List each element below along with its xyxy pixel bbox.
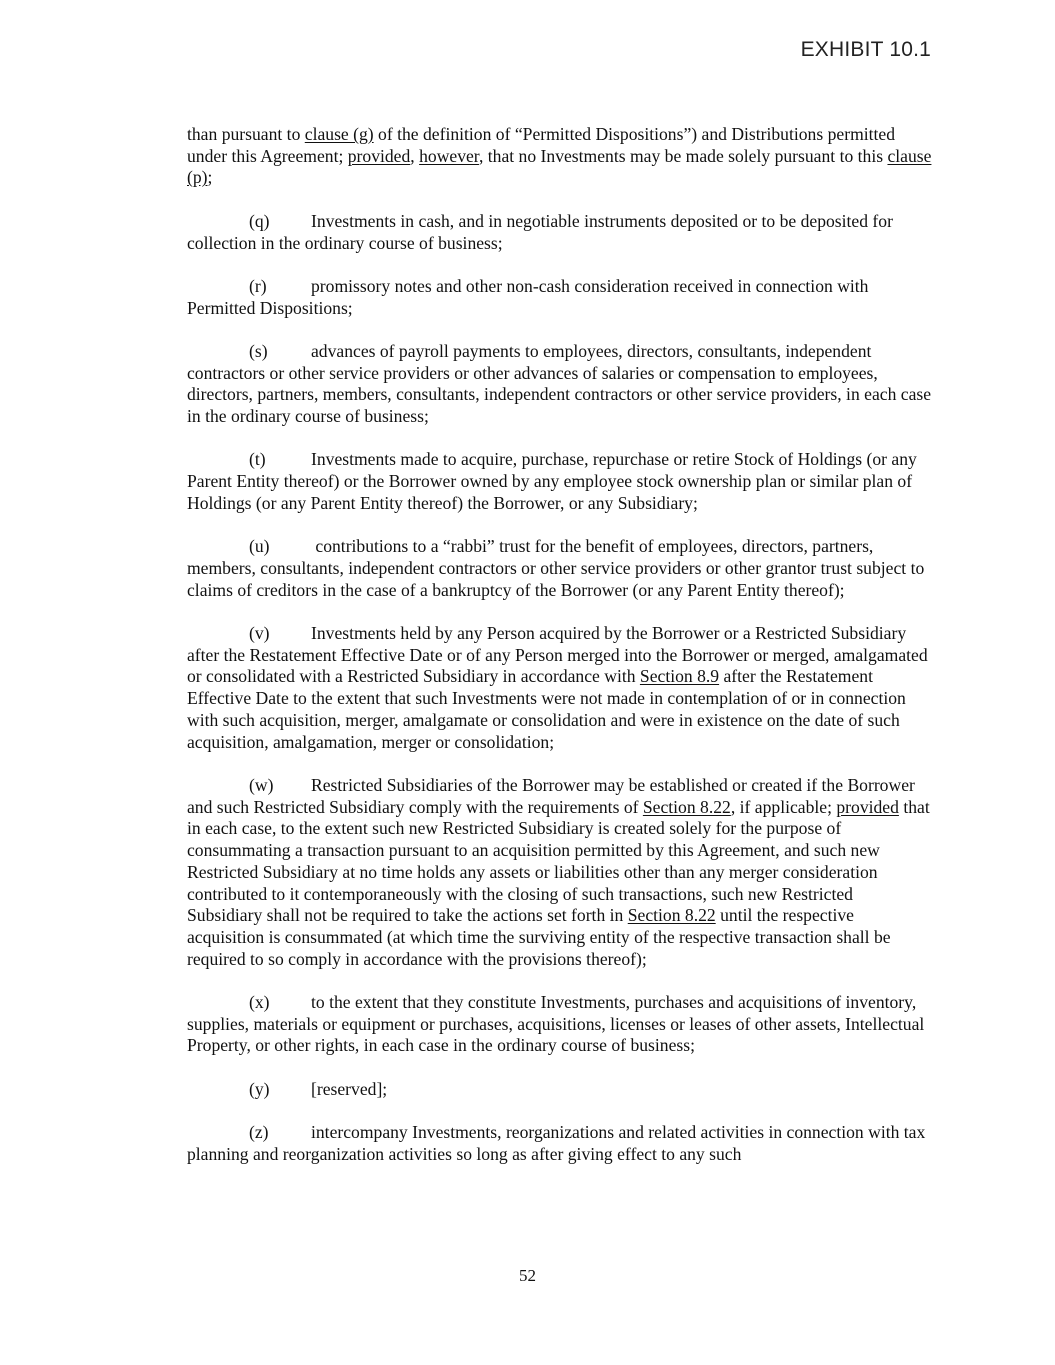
clause-label: (u): [249, 536, 270, 557]
clause-label: (t): [249, 449, 266, 470]
clause-label: (r): [249, 275, 267, 296]
clause-t: [187, 449, 932, 514]
text: of the definition of “Permitted Dispositions”) and Distributions permitted under this Agreement;: [187, 124, 896, 166]
clause-text: Restricted Subsidiaries of the Borrower may be established or created if the Borrower and such Restricted Subsidiary comply with the requirements of: [187, 774, 915, 817]
clause-text: advances of payroll payments to employees, directors, consultants, independent contractors or other service providers or other advances of salaries or compensation to employees, directors, partners, members, consultants, independent contractors or other service providers, in each case in the ordinary course of business;: [187, 340, 932, 427]
clause-z: [187, 1122, 932, 1165]
clause-q: [187, 211, 932, 254]
clause-w: [187, 775, 932, 970]
clause-y: [187, 1079, 932, 1101]
clause-g-ref: clause (g): [304, 124, 374, 144]
clause-label: (v): [249, 623, 270, 644]
text: ,: [410, 145, 420, 166]
text: ;: [207, 167, 213, 188]
clause-u: [187, 536, 932, 601]
provided-term: provided: [836, 796, 899, 817]
section-8-22-ref: Section 8.22: [642, 796, 731, 817]
clause-text: promissory notes and other non-cash consideration received in connection with Permitted Dispositions;: [187, 275, 869, 318]
text: than pursuant to: [187, 124, 305, 144]
clause-x: [187, 992, 932, 1057]
clause-label: (x): [249, 992, 270, 1012]
clause-text: Investments in cash, and in negotiable instruments deposited or to be deposited for collection in the ordinary course of business;: [187, 210, 893, 253]
clause-label: (q): [249, 210, 270, 231]
clause-text: [reserved];: [311, 1078, 388, 1099]
clause-text: , if applicable;: [730, 796, 837, 817]
clause-r: [187, 276, 932, 319]
clause-label: (w): [249, 774, 274, 795]
document-body: [187, 124, 932, 1187]
clause-v: [187, 623, 932, 753]
exhibit-label: EXHIBIT 10.1: [800, 38, 931, 61]
text: , that no Investments may be made solely pursuant to this: [478, 145, 888, 166]
clause-text: until the respective acquisition is consummated (at which time the surviving entity of the respective transaction shall be required to so comply in accordance with the provisions thereof);: [187, 905, 891, 969]
clause-p-ref: clause (p): [187, 145, 932, 188]
however-term: however: [419, 145, 479, 166]
page-number: 52: [519, 1266, 536, 1285]
clause-label: (s): [249, 340, 268, 361]
clause-text: that in each case, to the extent such new Restricted Subsidiary is created solely for the purpose of consummating a transaction pursuant to an acquisition permitted by this Agreement, and such new Restricted Subsidiary at no time holds any assets or liabilities other than any merger consideration contributed to it contemporaneously with the closing of such transactions, such new Restricted Subsidiary shall not be required to take the actions set forth in: [187, 796, 930, 926]
clause-text: Investments made to acquire, purchase, repurchase or retire Stock of Holdings (or any Parent Entity thereof) or the Borrower owned by any employee stock ownership plan or similar plan of Holdings (or any Parent Entity thereof) the Borrower, or any Subsidiary;: [187, 449, 917, 513]
continuation-paragraph: [187, 124, 932, 189]
clause-label: (y): [249, 1078, 270, 1099]
clause-s: [187, 341, 932, 428]
clause-label: (z): [249, 1122, 269, 1143]
provided-term: provided: [347, 145, 411, 166]
clause-text: after the Restatement Effective Date to the extent that such Investments were not made in contemplation of or in connection with such acquisition, merger, amalgamate or consolidation and were in existence on the date of such acquisition, amalgamation, merger or consolidation;: [187, 666, 906, 752]
section-8-22-ref: Section 8.22: [627, 905, 716, 926]
clause-text: Investments held by any Person acquired by the Borrower or a Restricted Subsidiary after the Restatement Effective Date or of any Person merged into the Borrower or merged, amalgamated or consolidated with a Restricted Subsidiary in accordance with: [187, 623, 928, 687]
section-8-9-ref: Section 8.9: [639, 666, 720, 687]
clause-text: to the extent that they constitute Investments, purchases and acquisitions of inventory, supplies, materials or equipment or purchases, acquisitions, licenses or leases of other assets, Intellectual Property, or other rights, in each case in the ordinary course of business;: [187, 992, 925, 1056]
clause-text: contributions to a “rabbi” trust for the benefit of employees, directors, partners, members, consultants, independent contractors or other service providers or other grantor trust subject to claims of creditors in the case of a bankruptcy of the Borrower (or any Parent Entity thereof);: [187, 536, 925, 600]
clause-text: intercompany Investments, reorganizations and related activities in connection with tax planning and reorganization activities so long as after giving effect to any such: [187, 1122, 926, 1164]
